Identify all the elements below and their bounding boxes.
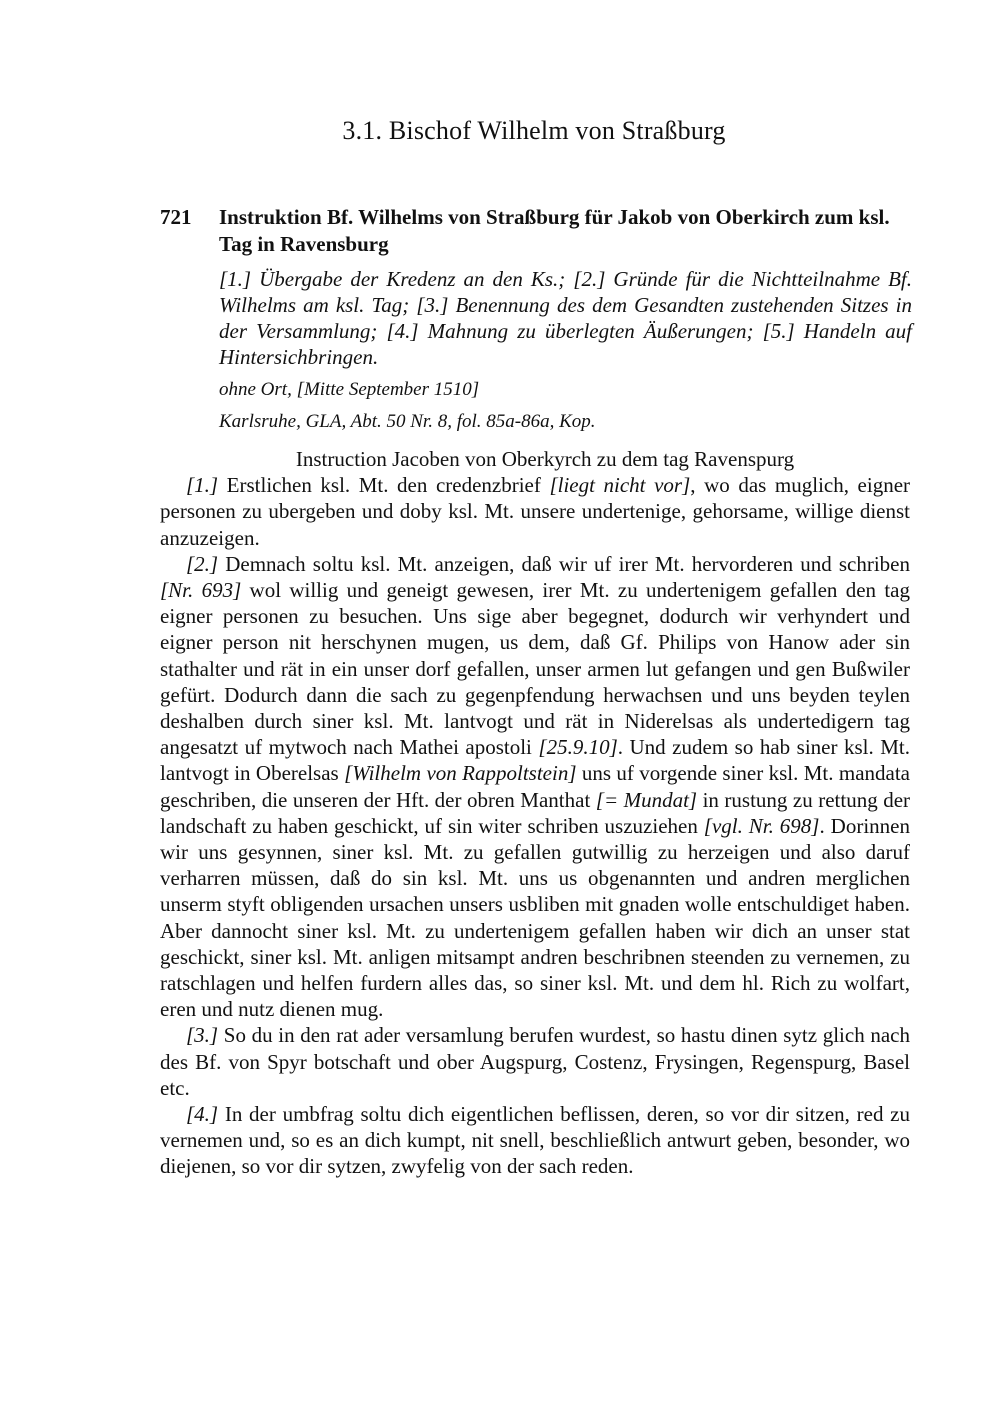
document-number: 721 xyxy=(160,205,192,229)
text-segment: Demnach soltu ksl. Mt. anzeigen, daß wir uf irer Mt. hervorderen und schriben xyxy=(218,551,910,576)
text-segment: . Dorinnen wir uns gesynnen, siner ksl. Mt. zu gefallen gutwillig zu herzeigen und also daruf verharren müssen, daß do sin ksl. Mt. uns us obgenannten und andren merglichen unserm styft obligenden ursachen unsers usbliben mit gnaden wolle entschuldiget haben. Aber dannocht siner ksl. Mt. zu undertenigem gefallen haben wir dich an unser stat geschickt, siner ksl. Mt. anligen mitsampt andren beschribnen steenden zu vernemen, zu ratschlagen und helfen furdern alles das, so siner ksl. Mt. und dem hl. Rich zu wolfart, eren und nutz dienen mug. xyxy=(160,813,910,1022)
editorial-note: [Nr. 693] xyxy=(160,578,242,603)
text-segment: in rustung zu rettung der landschaft zu haben geschickt, uf sin witer schriben uszuziehen xyxy=(160,787,911,838)
text-segment: Erstlichen ksl. Mt. den credenzbrief xyxy=(218,473,550,498)
paragraph-2 xyxy=(160,551,910,1023)
paragraph-number: [1.] xyxy=(186,473,219,498)
document-body xyxy=(160,446,910,1180)
document-title: Instruktion Bf. Wilhelms von Straßburg für Jakob von Oberkirch zum ksl. Tag in Ravensburg xyxy=(219,205,890,256)
paragraph-number: [3.] xyxy=(186,1023,219,1048)
document-regest: [1.] Übergabe der Kredenz an den Ks.; [2.] Gründe für die Nichtteilnahme Bf. Wilhelms am ksl. Tag; [3.] Benennung des dem Gesandten zustehenden Sitzes in der Versammlung; [4.] Mahnung zu überlegten Äußerungen; [5.] Handeln auf Hintersichbringen. xyxy=(219,267,912,369)
text-segment: . Und zudem so hab siner ksl. Mt. lantvogt in Oberelsas xyxy=(160,735,910,786)
editorial-note: [25.9.10] xyxy=(538,735,618,760)
editorial-note: [= Mundat] xyxy=(595,787,698,812)
editorial-note: [Wilhelm von Rappoltstein] xyxy=(344,761,577,786)
text-segment: , wo das muglich, eigner personen zu ubergeben und doby ksl. Mt. unsere undertenige, gehorsame, willige dienst anzuzeigen. xyxy=(160,473,911,550)
paragraph-4 xyxy=(160,1101,910,1180)
text-segment: So du in den rat ader versamlung berufen wurdest, so hastu dinen sytz glich nach des Bf. von Spyr botschaft und ober Augspurg, Costenz, Frysingen, Regenspurg, Basel etc. xyxy=(160,1023,910,1100)
instruction-heading: Instruction Jacoben von Oberkyrch zu dem tag Ravenspurg xyxy=(295,447,795,471)
editorial-note: [liegt nicht vor] xyxy=(549,473,691,498)
paragraph-number: [2.] xyxy=(186,551,219,576)
document-header xyxy=(160,204,912,434)
paragraph-1 xyxy=(160,472,910,551)
running-head: 3.1. Bischof Wilhelm von Straßburg xyxy=(342,116,726,145)
text-segment: wol willig und geneigt gewesen, irer Mt. zu undertenigem gefallen den tag eigner personen zu besuchen. Uns sige aber begegnet, dodurch wir verhyndert und eigner person nit herschynen mugen, us dem, daß Gf. Philips von Hanow ader sin stathalter und rät in ein unser dorf gefallen, unser armen lut gefangen und gen Bußwiler gefürt. Dodurch dann die sach zu gegenpfendung herwachsen und uns beyden teylen deshalben durch siner ksl. Mt. lantvogt und rät in Niderelsas als undertedigern tag angesatzt uf mytwoch nach Mathei apostoli xyxy=(160,578,910,760)
text-segment: uns uf vorgende siner ksl. Mt. mandata geschriben, die unseren der Hft. der obren Manthat xyxy=(160,761,911,812)
text-segment: In der umbfrag soltu dich eigentlichen beflissen, deren, so vor dir sitzen, red zu vernemen und, so es an dich kumpt, nit snell, beschließlich antwurt geben, besonder, wo diejenen, so vor dir sytzen, zwyfelig von der sach reden. xyxy=(160,1102,910,1179)
paragraph-number: [4.] xyxy=(186,1102,219,1127)
editorial-note: [vgl. Nr. 698] xyxy=(703,813,820,838)
document-source: Karlsruhe, GLA, Abt. 50 Nr. 8, fol. 85a-86a, Kop. xyxy=(219,411,596,432)
paragraph-3 xyxy=(160,1022,910,1101)
document-date: ohne Ort, [Mitte September 1510] xyxy=(219,379,480,400)
